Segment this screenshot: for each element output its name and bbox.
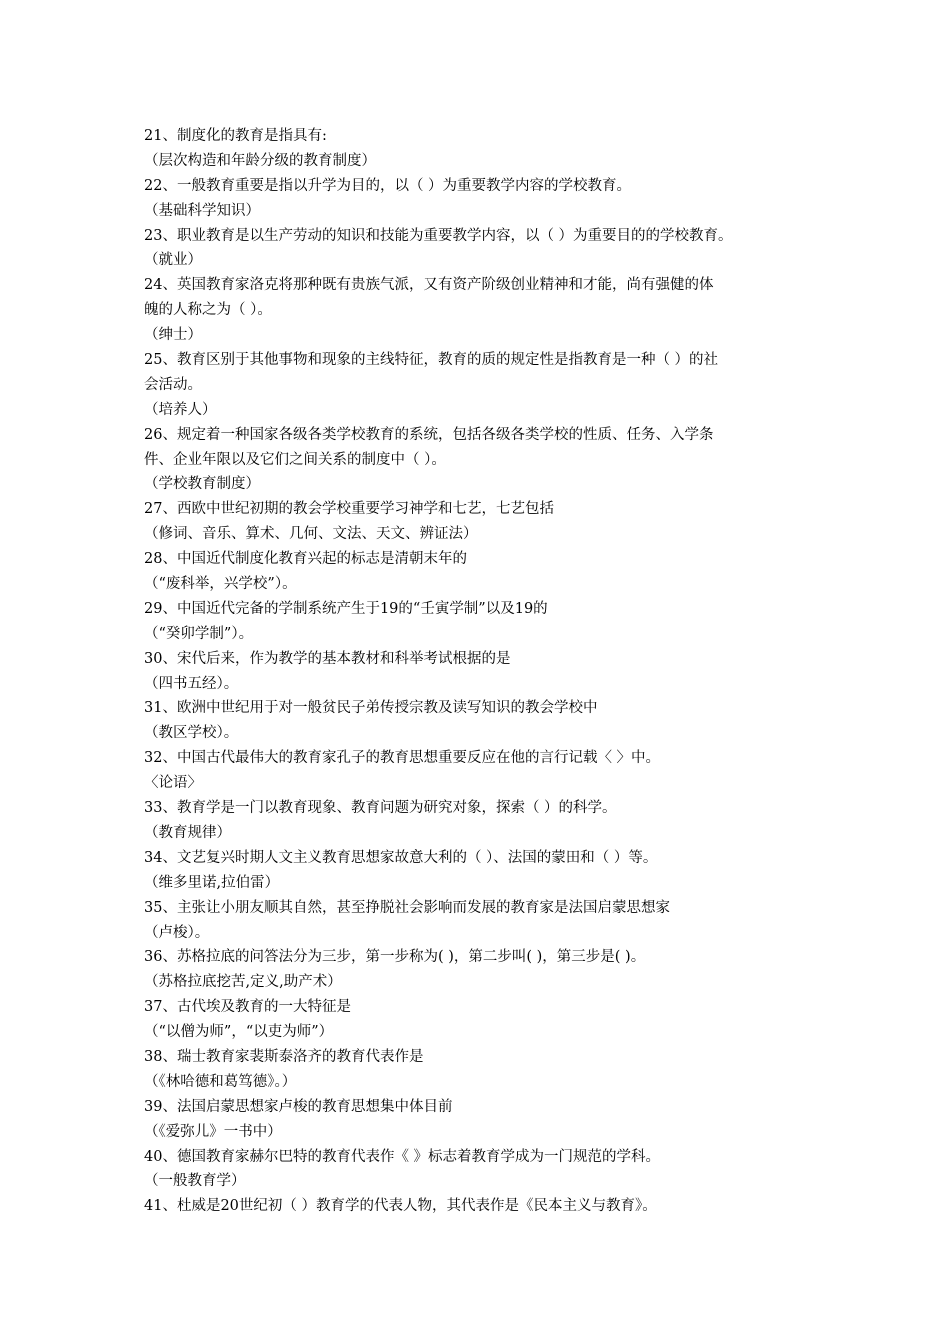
text-line: （教区学校）。 — [144, 725, 239, 742]
text-line: 24、英国教育家洛克将那种既有贵族气派，又有资产阶级创业精神和才能，尚有强健的体 — [144, 277, 714, 294]
text-line: 37、古代埃及教育的一大特征是 — [144, 999, 351, 1016]
text-line: （修词、音乐、算术、几何、文法、天文、辨证法） — [144, 526, 478, 543]
text-line: （层次构造和年龄分级的教育制度） — [144, 152, 376, 169]
text-line: 会活动。 — [144, 376, 202, 393]
text-line: 32、中国古代最伟大的教育家孔子的教育思想重要反应在他的言行记载〈 〉中。 — [144, 750, 661, 767]
text-line: 〈论语〉 — [144, 775, 202, 792]
text-line: 件、企业年限以及它们之间关系的制度中（ ）。 — [144, 451, 446, 468]
text-line: （基础科学知识） — [144, 202, 260, 219]
text-line: 31、欧洲中世纪用于对一般贫民子弟传授宗教及读写知识的教会学校中 — [144, 700, 598, 717]
text-line: （就业） — [144, 252, 202, 269]
text-line: （一般教育学） — [144, 1173, 246, 1190]
document-page — [144, 124, 834, 1219]
text-line: 39、法国启蒙思想家卢梭的教育思想集中体目前 — [144, 1098, 453, 1115]
text-line: 40、德国教育家赫尔巴特的教育代表作《 》标志着教育学成为一门规范的学科。 — [144, 1148, 661, 1165]
text-line: 38、瑞士教育家裴斯泰洛齐的教育代表作是 — [144, 1048, 424, 1065]
text-line: 34、文艺复兴时期人文主义教育思想家故意大利的（ ）、法国的蒙田和（ ）等。 — [144, 849, 658, 866]
text-line: 27、西欧中世纪初期的教会学校重要学习神学和七艺，七艺包括 — [144, 501, 554, 518]
text-line: 33、教育学是一门以教育现象、教育问题为研究对象，探索（ ）的科学。 — [144, 800, 617, 817]
text-line: 28、中国近代制度化教育兴起的标志是清朝末年的 — [144, 551, 467, 568]
text-line: （“废科举，兴学校”）。 — [144, 576, 297, 593]
text-line: （“癸卯学制”）。 — [144, 625, 254, 642]
text-line: （《林哈德和葛笃德》。） — [144, 1073, 297, 1090]
text-line: 29、中国近代完备的学制系统产生于19的“壬寅学制”以及19的 — [144, 600, 548, 617]
text-line: 26、规定着一种国家各级各类学校教育的系统，包括各级各类学校的性质、任务、入学条 — [144, 426, 714, 443]
text-line: 23、职业教育是以生产劳动的知识和技能为重要教学内容，以（ ）为重要目的的学校教育。 — [144, 227, 733, 244]
text-line: （维多里诺,拉伯雷） — [144, 874, 280, 891]
text-line: 魄的人称之为（ ）。 — [144, 302, 272, 319]
text-line: （教育规律） — [144, 824, 231, 841]
text-line: （《爱弥儿》一书中） — [144, 1123, 282, 1140]
text-line: （“以僧为师”，“以吏为师”） — [144, 1024, 334, 1041]
text-line: （四书五经）。 — [144, 675, 239, 692]
text-line: （绅士） — [144, 327, 202, 344]
text-line: 41、杜威是20世纪初（ ）教育学的代表人物，其代表作是《民本主义与教育》。 — [144, 1198, 657, 1215]
text-line: （苏格拉底挖苦,定义,助产术） — [144, 974, 342, 991]
text-line: 35、主张让小朋友顺其自然，甚至挣脱社会影响而发展的教育家是法国启蒙思想家 — [144, 899, 670, 916]
text-line: 25、教育区别于其他事物和现象的主线特征，教育的质的规定性是指教育是一种（ ）的社 — [144, 352, 719, 369]
text-line: （培养人） — [144, 401, 217, 418]
text-line: 22、一般教育重要是指以升学为目的，以（ ）为重要教学内容的学校教育。 — [144, 177, 632, 194]
text-line: 30、宋代后来，作为教学的基本教材和科举考试根据的是 — [144, 650, 511, 667]
text-line: 21、制度化的教育是指具有: — [144, 128, 327, 144]
text-line: （学校教育制度） — [144, 476, 260, 493]
text-line: 36、苏格拉底的问答法分为三步，第一步称为( )，第二步叫( )，第三步是( )。 — [144, 949, 646, 966]
text-line: （卢梭）。 — [144, 924, 210, 941]
